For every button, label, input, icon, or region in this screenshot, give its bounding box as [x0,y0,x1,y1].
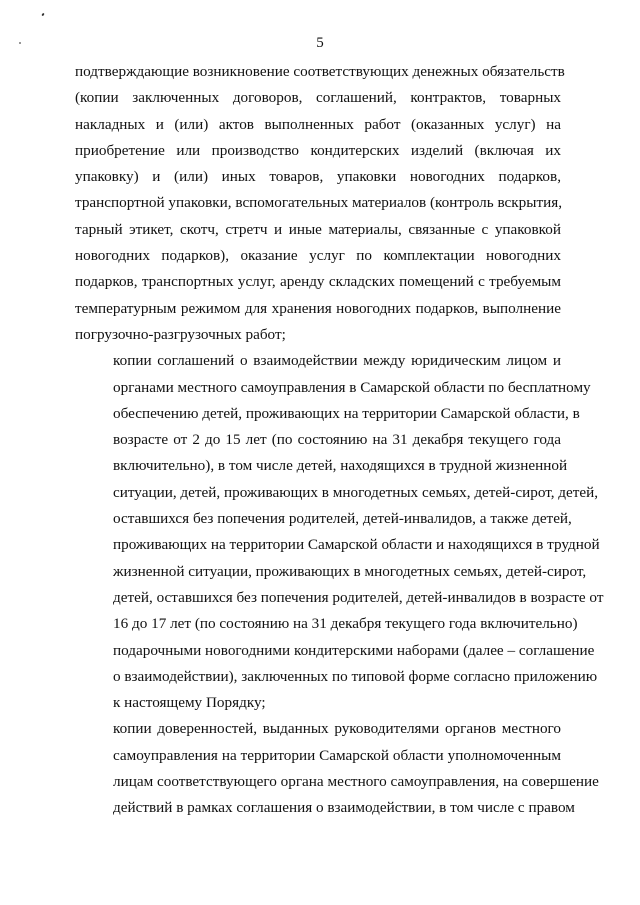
text-line: действий в рамках соглашения о взаимодействии, в том числе с правом [113,799,575,817]
text-line: к настоящему Порядку; [113,694,266,712]
scan-speck [41,13,44,17]
text-line: органами местного самоуправления в Самарской области по бесплатному [113,378,591,396]
text-line: копии доверенностей, выданных руководителями органов местного [113,720,561,738]
text-line: самоуправления на территории Самарской области уполномоченным [113,746,561,764]
text-line: включительно), в том числе детей, находящихся в трудной жизненной [113,457,568,475]
document-body [75,59,604,822]
text-line: новогодних подарков), оказание услуг по комплектации новогодних [75,247,561,265]
text-line: детей, оставшихся без попечения родителей, детей-инвалидов в возрасте от [113,588,604,606]
text-line: подарочными новогодними кондитерскими наборами (далее – соглашение [113,641,595,659]
text-line: температурным режимом для хранения новогодних подарков, выполнение [75,299,561,317]
text-line: тарный этикет, скотч, стретч и иные материалы, связанные с упаковкой [75,220,561,238]
text-line: лицам соответствующего органа местного самоуправления, на совершение [113,773,599,791]
text-line: проживающих на территории Самарской области и находящихся в трудной [113,536,600,554]
text-line: накладных и (или) актов выполненных работ (оказанных услуг) на [75,115,561,133]
text-line: жизненной ситуации, проживающих в многодетных семьях, детей-сирот, [113,562,587,580]
text-line: приобретение или производство кондитерских изделий (включая их [75,141,561,159]
text-line: 16 до 17 лет (по состоянию на 31 декабря текущего года включительно) [113,615,578,633]
paragraph [75,716,599,821]
text-line: погрузочно-разгрузочных работ; [75,325,286,343]
text-line: подарков, транспортных услуг, аренду складских помещений с требуемым [75,273,561,291]
page-number: 5 [316,35,324,51]
paragraph [75,348,604,716]
text-line: обеспечению детей, проживающих на территории Самарской области, в [113,404,580,422]
text-line: копии соглашений о взаимодействии между юридическим лицом и [113,352,561,370]
text-line: о взаимодействии), заключенных по типовой форме согласно приложению [113,667,598,685]
text-line: оставшихся без попечения родителей, детей-инвалидов, а также детей, [113,510,572,528]
text-line: транспортной упаковки, вспомогательных материалов (контроль вскрытия, [75,194,563,212]
text-line: упаковку) и (или) иных товаров, упаковки новогодних подарков, [75,168,561,186]
text-line: (копии заключенных договоров, соглашений, контрактов, товарных [75,89,561,107]
text-line: подтверждающие возникновение соответствующих денежных обязательств [75,63,565,80]
text-line: ситуации, детей, проживающих в многодетных семьях, детей-сирот, детей, [113,483,599,501]
text-line: возрасте от 2 до 15 лет (по состоянию на 31 декабря текущего года [113,431,561,449]
paragraph [75,59,565,348]
